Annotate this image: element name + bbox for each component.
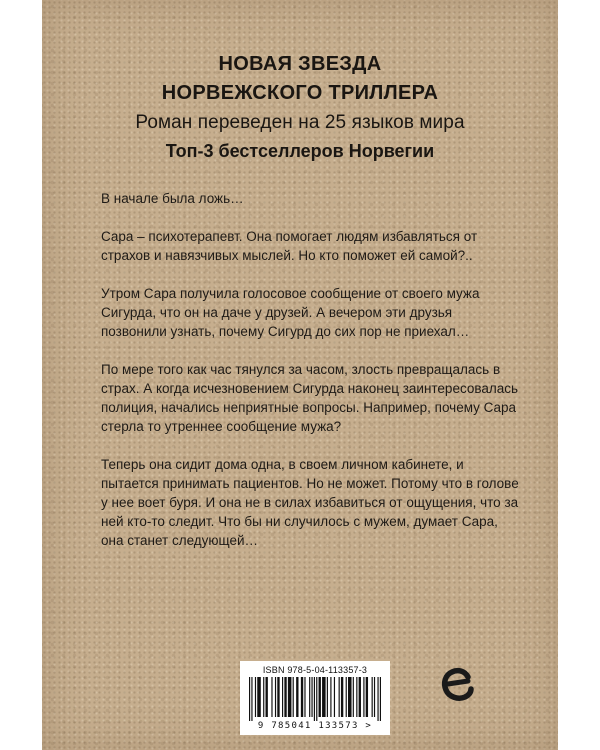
barcode-bar (334, 677, 335, 717)
barcode-bar (271, 677, 272, 717)
barcode-bar (366, 677, 368, 717)
barcode-bar (363, 677, 364, 717)
barcode-bar (251, 677, 252, 721)
barcode-bar (377, 677, 378, 721)
barcode-bar (314, 677, 315, 721)
barcode-bars (249, 677, 381, 721)
barcode-bar (282, 677, 283, 717)
headline-line-2: НОРВЕЖСКОГО ТРИЛЛЕРА (161, 82, 439, 104)
bestseller-note: Топ-3 бестселлеров Норвегии (165, 141, 435, 161)
back-cover (42, 0, 558, 750)
barcode-bar (374, 677, 375, 717)
barcode-bar (301, 677, 303, 717)
barcode-bar (266, 677, 268, 717)
barcode-bar (257, 677, 261, 717)
barcode-bar (288, 677, 292, 717)
barcode-bar (348, 677, 352, 717)
translations-note: Роман переведен на 25 языков мира (135, 112, 465, 133)
barcode-bar (359, 677, 361, 717)
barcode-bar (296, 677, 298, 717)
barcode-digits: 9 785041 133573 > (257, 721, 373, 731)
annotation-paragraph-1: В начале была ложь… (101, 191, 244, 206)
barcode-bar (311, 677, 312, 717)
barcode-bar (353, 677, 354, 717)
barcode-bar (284, 677, 286, 717)
barcode-bar (356, 677, 357, 717)
barcode-bar (309, 677, 310, 717)
barcode-bar (372, 677, 373, 717)
barcode-bar (341, 677, 343, 717)
barcode-bar (316, 677, 317, 721)
barcode-bar (293, 677, 294, 717)
annotation-paragraph-5: Теперь она сидит дома одна, в своем личном кабинете, и пытается принимать пациентов. Но не может. Потому что в голове у нее воет буря. И она не в силах избавиться от ощущения, что за ней кто-то следит. Что бы ни случилось с мужем, думает Сара, она станет следующей… (101, 457, 519, 548)
annotation-text (101, 189, 521, 569)
barcode-bar (263, 677, 264, 717)
barcode-bar (327, 677, 328, 717)
annotation-paragraph-2: Сара – психотерапевт. Она помогает людям избавляться от страхов и навязчивых мыслей. Но кто поможет ей самой?.. (101, 229, 478, 263)
barcode-bar (304, 677, 305, 717)
barcode-bar (319, 677, 321, 717)
barcode-bar (380, 677, 381, 721)
annotation-paragraph-3: Утром Сара получила голосовое сообщение от своего мужа Сигурда, что он на даче у друзей. А вечером эти друзья позвонили узнать, почему Сигурд до сих пор не приехал… (101, 286, 480, 339)
barcode-bar (255, 677, 256, 717)
headline-block (42, 50, 558, 165)
barcode-bar (330, 677, 331, 717)
barcode-bar (275, 677, 276, 717)
barcode-bar (339, 677, 340, 717)
barcode-bar (322, 677, 326, 717)
barcode-box (240, 661, 390, 735)
headline-line-1: НОВАЯ ЗВЕЗДА (218, 53, 382, 75)
barcode-bar (346, 677, 347, 717)
annotation-paragraph-4: По мере того как час тянулся за часом, злость превращалась в страх. А когда исчезновением Сигурда наконец заинтересовалась полиция, начались неприятные вопросы. Например, почему Сара стерла то утреннее сообщение мужа? (101, 362, 519, 434)
isbn-label: ISBN 978-5-04-113357-3 (262, 665, 368, 675)
eksmo-e-logo-icon (438, 664, 478, 704)
barcode-bar (249, 677, 250, 721)
barcode-bar (277, 677, 279, 717)
